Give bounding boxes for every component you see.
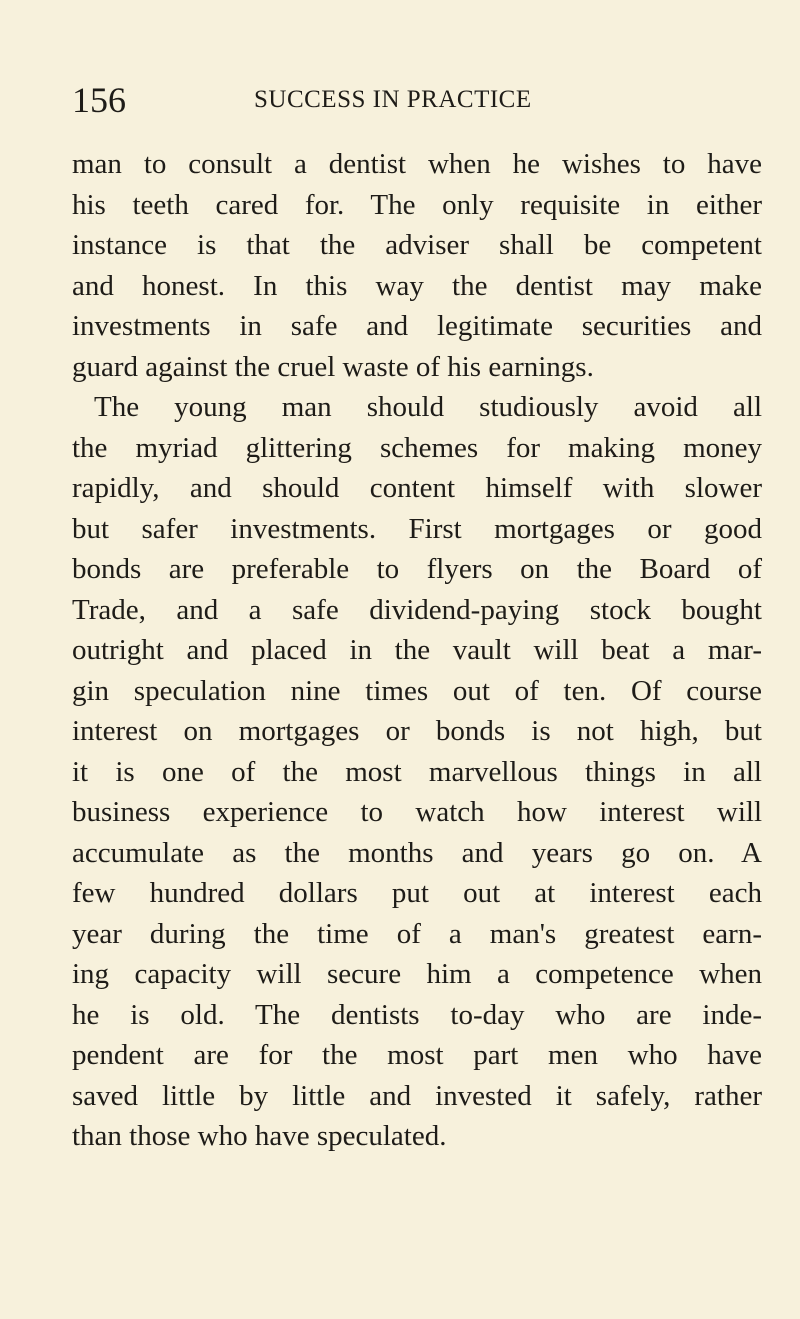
text-line: saved little by little and invested it safely, rather bbox=[72, 1079, 762, 1112]
text-line: accumulate as the months and years go on. A bbox=[72, 836, 762, 869]
body-text bbox=[72, 144, 762, 1157]
text-line: but safer investments. First mortgages or good bbox=[72, 512, 762, 545]
text-line: gin speculation nine times out of ten. Of course bbox=[72, 674, 762, 707]
text-line: and honest. In this way the dentist may make bbox=[72, 269, 762, 302]
text-line: year during the time of a man's greatest earn- bbox=[72, 917, 762, 950]
text-line: pendent are for the most part men who have bbox=[72, 1039, 762, 1071]
text-line: investments in safe and legitimate securities and bbox=[72, 310, 762, 342]
page-number: 156 bbox=[72, 80, 126, 120]
text-line: outright and placed in the vault will beat a mar- bbox=[72, 634, 762, 666]
text-line: the myriad glittering schemes for making money bbox=[72, 431, 762, 464]
text-line: his teeth cared for. The only requisite in either bbox=[72, 188, 762, 221]
text-line: interest on mortgages or bonds is not high, but bbox=[72, 715, 762, 747]
text-line: The young man should studiously avoid all bbox=[94, 391, 762, 423]
text-line: ing capacity will secure him a competence when bbox=[72, 958, 762, 990]
text-line: rapidly, and should content himself with slower bbox=[72, 472, 762, 504]
running-head bbox=[72, 78, 760, 122]
text-line: business experience to watch how interest will bbox=[72, 796, 762, 828]
text-line: guard against the cruel waste of his earnings. bbox=[72, 350, 594, 383]
text-line: instance is that the adviser shall be competent bbox=[72, 229, 762, 261]
text-line: few hundred dollars put out at interest each bbox=[72, 877, 762, 909]
text-line: he is old. The dentists to-day who are inde- bbox=[72, 998, 762, 1031]
text-line: than those who have speculated. bbox=[72, 1120, 447, 1152]
running-title: SUCCESS IN PRACTICE bbox=[254, 86, 532, 113]
text-line: bonds are preferable to flyers on the Board of bbox=[72, 553, 762, 585]
text-line: man to consult a dentist when he wishes to have bbox=[72, 148, 762, 180]
text-line: Trade, and a safe dividend-paying stock bought bbox=[72, 593, 762, 626]
text-line: it is one of the most marvellous things in all bbox=[72, 755, 762, 788]
